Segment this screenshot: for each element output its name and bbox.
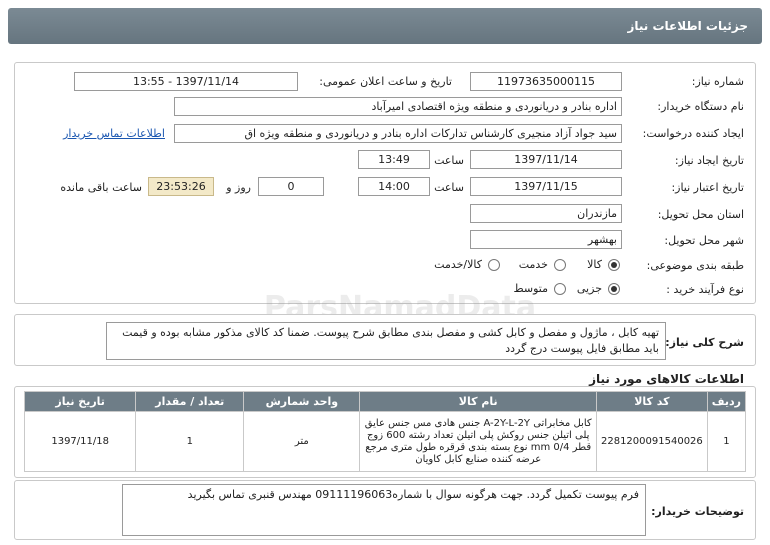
province-field[interactable]: مازندران [470, 204, 622, 223]
created-date-field[interactable]: 1397/11/14 [470, 150, 622, 169]
col-unit: واحد شمارش [244, 392, 360, 412]
category-radio-goods[interactable] [608, 259, 620, 271]
need-number-field[interactable]: 11973635000115 [470, 72, 622, 91]
col-row: ردیف [707, 392, 745, 412]
process-option-minor: جزیی [576, 282, 602, 295]
category-option-goods-service: کالا/خدمت [434, 258, 482, 271]
need-number-label: شماره نیاز: [691, 75, 744, 88]
city-field[interactable]: بهشهر [470, 230, 622, 249]
cell-date: 1397/11/18 [25, 412, 136, 472]
process-label: نوع فرآیند خرید : [666, 283, 744, 296]
days-label: روز و [226, 181, 251, 194]
col-name: نام کالا [360, 392, 597, 412]
description-label: شرح کلی نیاز: [665, 336, 744, 349]
buyer-notes-text[interactable]: فرم پیوست تکمیل گردد. جهت هرگونه سوال با شماره09111196063 مهندس قنبری تماس بگیرید [122, 484, 646, 536]
valid-time-field[interactable]: 14:00 [358, 177, 430, 196]
description-text[interactable]: تهیه کابل ، ماژول و مفصل و کابل کشی و مفصل بندی مطابق شرح پیوست. ضمنا کد کالای مذکور مشابه بوده و قیمت باید مطابق فایل پیوست درج گردد [106, 322, 666, 360]
col-code: کد کالا [596, 392, 707, 412]
contact-buyer-link[interactable]: اطلاعات تماس خریدار [63, 127, 165, 140]
city-label: شهر محل تحویل: [664, 234, 744, 247]
col-date: تاریخ نیاز [25, 392, 136, 412]
category-option-service: خدمت [518, 258, 548, 271]
page-title: جزئیات اطلاعات نیاز [627, 19, 748, 33]
creator-label: ایجاد کننده درخواست: [642, 127, 744, 140]
creator-field[interactable]: سید جواد آزاد منجیری کارشناس تدارکات اداره بنادر و دریانوردی و منطقه ویژه اق [174, 124, 622, 143]
remaining-time-field: 23:53:26 [148, 177, 214, 196]
announce-label: تاریخ و ساعت اعلان عمومی: [319, 75, 452, 88]
valid-date-field[interactable]: 1397/11/15 [470, 177, 622, 196]
category-label: طبقه بندی موضوعی: [646, 259, 744, 272]
items-title: اطلاعات کالاهای مورد نیاز [589, 372, 744, 386]
col-qty: تعداد / مقدار [136, 392, 244, 412]
cell-row: 1 [707, 412, 745, 472]
created-date-label: تاریخ ایجاد نیاز: [674, 154, 744, 167]
watermark: ParsNamadData [263, 290, 537, 325]
remaining-days-field[interactable]: 0 [258, 177, 324, 196]
page-header [8, 8, 762, 44]
items-table [24, 391, 746, 472]
cell-unit: متر [244, 412, 360, 472]
category-radio-goods-service[interactable] [488, 259, 500, 271]
category-option-goods: کالا [587, 258, 602, 271]
table-row[interactable] [25, 412, 746, 472]
valid-time-label: ساعت [434, 181, 464, 194]
created-time-field[interactable]: 13:49 [358, 150, 430, 169]
process-option-medium: متوسط [513, 282, 548, 295]
created-time-label: ساعت [434, 154, 464, 167]
announce-datetime-field[interactable]: 1397/11/14 - 13:55 [74, 72, 298, 91]
province-label: استان محل تحویل: [657, 208, 744, 221]
buyer-notes-label: توضیحات خریدار: [651, 505, 744, 518]
buyer-org-field[interactable]: اداره بنادر و دریانوردی و منطقه ویژه اقتصادی امیرآباد [174, 97, 622, 116]
process-radio-medium[interactable] [554, 283, 566, 295]
buyer-org-label: نام دستگاه خریدار: [657, 100, 744, 113]
process-radio-minor[interactable] [608, 283, 620, 295]
remaining-label: ساعت باقی مانده [60, 181, 142, 194]
cell-qty: 1 [136, 412, 244, 472]
valid-date-label: تاریخ اعتبار نیاز: [671, 181, 744, 194]
cell-name: کابل مخابراتی A-2Y-L-2Y جنس هادی مس جنس عایق پلی اتیلن جنس روکش پلی اتیلن تعداد رشته 600 زوج قطر 0/4 mm نوع بسته بندی قرقره طول متری مرجع عرضه کننده صنایع کابل کاویان [360, 412, 597, 472]
cell-code: 2281200091540026 [596, 412, 707, 472]
category-radio-service[interactable] [554, 259, 566, 271]
